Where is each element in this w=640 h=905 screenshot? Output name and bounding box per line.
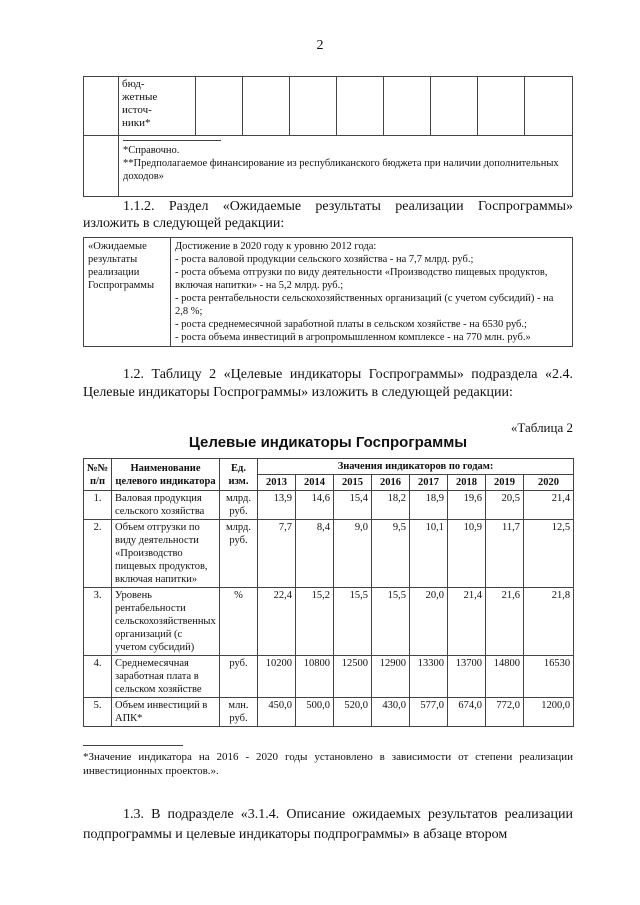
table-title: Целевые индикаторы Госпрограммы: [188, 434, 468, 451]
header-num: №№ п/п: [84, 459, 112, 491]
row-value: 8,4: [296, 520, 334, 588]
row-unit: руб.: [220, 656, 258, 698]
paragraph-1-1-2: 1.1.2. Раздел «Ожидаемые результаты реализации Госпрограммы» изложить в следующей редакции:: [83, 199, 573, 231]
table-row: [84, 238, 573, 347]
row-value: 15,2: [296, 588, 334, 656]
row-unit: млн. руб.: [220, 698, 258, 727]
row-value: 21,4: [524, 491, 574, 520]
row-value: 1200,0: [524, 698, 574, 727]
results-content: [171, 238, 573, 347]
row-value: 15,4: [334, 491, 372, 520]
row-value: 500,0: [296, 698, 334, 727]
note-divider: [123, 140, 221, 141]
row-value: 16530: [524, 656, 574, 698]
table-row: [84, 77, 573, 136]
header-unit: Ед. изм.: [220, 459, 258, 491]
header-year: 2020: [524, 475, 574, 491]
row-value: 18,9: [410, 491, 448, 520]
header-row: [84, 459, 574, 475]
row-value: 450,0: [258, 698, 296, 727]
row-value: 10800: [296, 656, 334, 698]
row-value: 577,0: [410, 698, 448, 727]
row-name: Уровень рентабельности сельскохозяйственных организаций (с учетом субсидий): [112, 588, 220, 656]
paragraph-1-2: 1.2. Таблицу 2 «Целевые индикаторы Госпрограммы» подраздела «2.4. Целевые индикаторы Госпрограммы» изложить в следующей редакции:: [83, 367, 573, 400]
row-value: 20,0: [410, 588, 448, 656]
row-value: 14,6: [296, 491, 334, 520]
table-row: [84, 491, 574, 520]
row-value: 21,6: [486, 588, 524, 656]
row-unit: млрд. руб.: [220, 491, 258, 520]
row-value: 13,9: [258, 491, 296, 520]
row-num: 2.: [84, 520, 112, 588]
row-value: 9,5: [372, 520, 410, 588]
table-row: [84, 698, 574, 727]
row-value: 10,9: [448, 520, 486, 588]
budget-table-fragment: [83, 76, 573, 197]
paragraph-1-3: 1.3. В подразделе «3.1.4. Описание ожидаемых результатов реализации подпрограммы и целевые индикаторы подпрограммы» в абзаце втором: [83, 807, 573, 842]
header-values-title: Значения индикаторов по годам:: [258, 459, 574, 475]
row-value: 772,0: [486, 698, 524, 727]
header-year: 2014: [296, 475, 334, 491]
row-value: 430,0: [372, 698, 410, 727]
page-number: 2: [316, 38, 324, 53]
row-value: 10200: [258, 656, 296, 698]
row-value: 9,0: [334, 520, 372, 588]
header-year: 2015: [334, 475, 372, 491]
header-year: 2019: [486, 475, 524, 491]
header-year: 2016: [372, 475, 410, 491]
row-value: 11,7: [486, 520, 524, 588]
table-row: [84, 136, 573, 197]
table-notes: [119, 136, 573, 197]
row-value: 14800: [486, 656, 524, 698]
results-label: «Ожидаемые результаты реализации Госпрограммы: [84, 238, 171, 347]
footnote-divider: [83, 745, 183, 746]
row-name: Объем отгрузки по виду деятельности «Производство пищевых продуктов, включая напитки»: [112, 520, 220, 588]
row-label: бюд- жетные источ- ники*: [119, 77, 196, 136]
note-financing: **Предполагаемое финансирование из республиканского бюджета при наличии дополнительных доходов»: [123, 158, 559, 182]
row-value: 19,6: [448, 491, 486, 520]
row-value: 13700: [448, 656, 486, 698]
header-year: 2018: [448, 475, 486, 491]
row-value: 10,1: [410, 520, 448, 588]
row-value: 12,5: [524, 520, 574, 588]
row-value: 13300: [410, 656, 448, 698]
row-name: Валовая продукция сельского хозяйства: [112, 491, 220, 520]
indicators-table: [83, 458, 574, 727]
header-year: 2017: [410, 475, 448, 491]
row-num: 1.: [84, 491, 112, 520]
results-line: - роста рентабельности сельскохозяйственных организаций (с учетом субсидий) - на 2,8 %;: [175, 293, 554, 317]
row-value: 7,7: [258, 520, 296, 588]
table-row: [84, 588, 574, 656]
results-line: - роста объема инвестиций в агропромышленном комплексе - на 770 млн. руб.»: [175, 332, 531, 343]
row-unit: млрд. руб.: [220, 520, 258, 588]
row-value: 12900: [372, 656, 410, 698]
table-row: [84, 520, 574, 588]
row-num: 3.: [84, 588, 112, 656]
row-num: 5.: [84, 698, 112, 727]
header-year: 2013: [258, 475, 296, 491]
row-value: 520,0: [334, 698, 372, 727]
results-line: - роста валовой продукции сельского хозяйства - на 7,7 млрд. руб.;: [175, 254, 474, 265]
row-value: 674,0: [448, 698, 486, 727]
expected-results-table: [83, 237, 573, 347]
row-value: 20,5: [486, 491, 524, 520]
row-value: 15,5: [372, 588, 410, 656]
row-value: 12500: [334, 656, 372, 698]
row-value: 21,8: [524, 588, 574, 656]
row-value: 21,4: [448, 588, 486, 656]
results-line: - роста среднемесячной заработной платы в сельском хозяйстве - на 6530 руб.;: [175, 319, 527, 330]
row-num: 4.: [84, 656, 112, 698]
results-line: - роста объема отгрузки по виду деятельности «Производство пищевых продуктов, включая напитки» - на 5,2 млрд. руб.;: [175, 267, 548, 291]
table-caption: «Таблица 2: [510, 420, 573, 435]
row-value: 15,5: [334, 588, 372, 656]
row-name: Объем инвестиций в АПК*: [112, 698, 220, 727]
header-name: Наименование целевого индикатора: [112, 459, 220, 491]
note-reference: *Справочно.: [123, 145, 180, 156]
row-unit: %: [220, 588, 258, 656]
table-row: [84, 656, 574, 698]
row-value: 22,4: [258, 588, 296, 656]
footnote: *Значение индикатора на 2016 - 2020 годы установлено в зависимости от степени реализации инвестиционных проектов.».: [83, 751, 573, 777]
results-line: Достижение в 2020 году к уровню 2012 года:: [175, 241, 377, 252]
row-value: 18,2: [372, 491, 410, 520]
row-name: Среднемесячная заработная плата в сельском хозяйстве: [112, 656, 220, 698]
